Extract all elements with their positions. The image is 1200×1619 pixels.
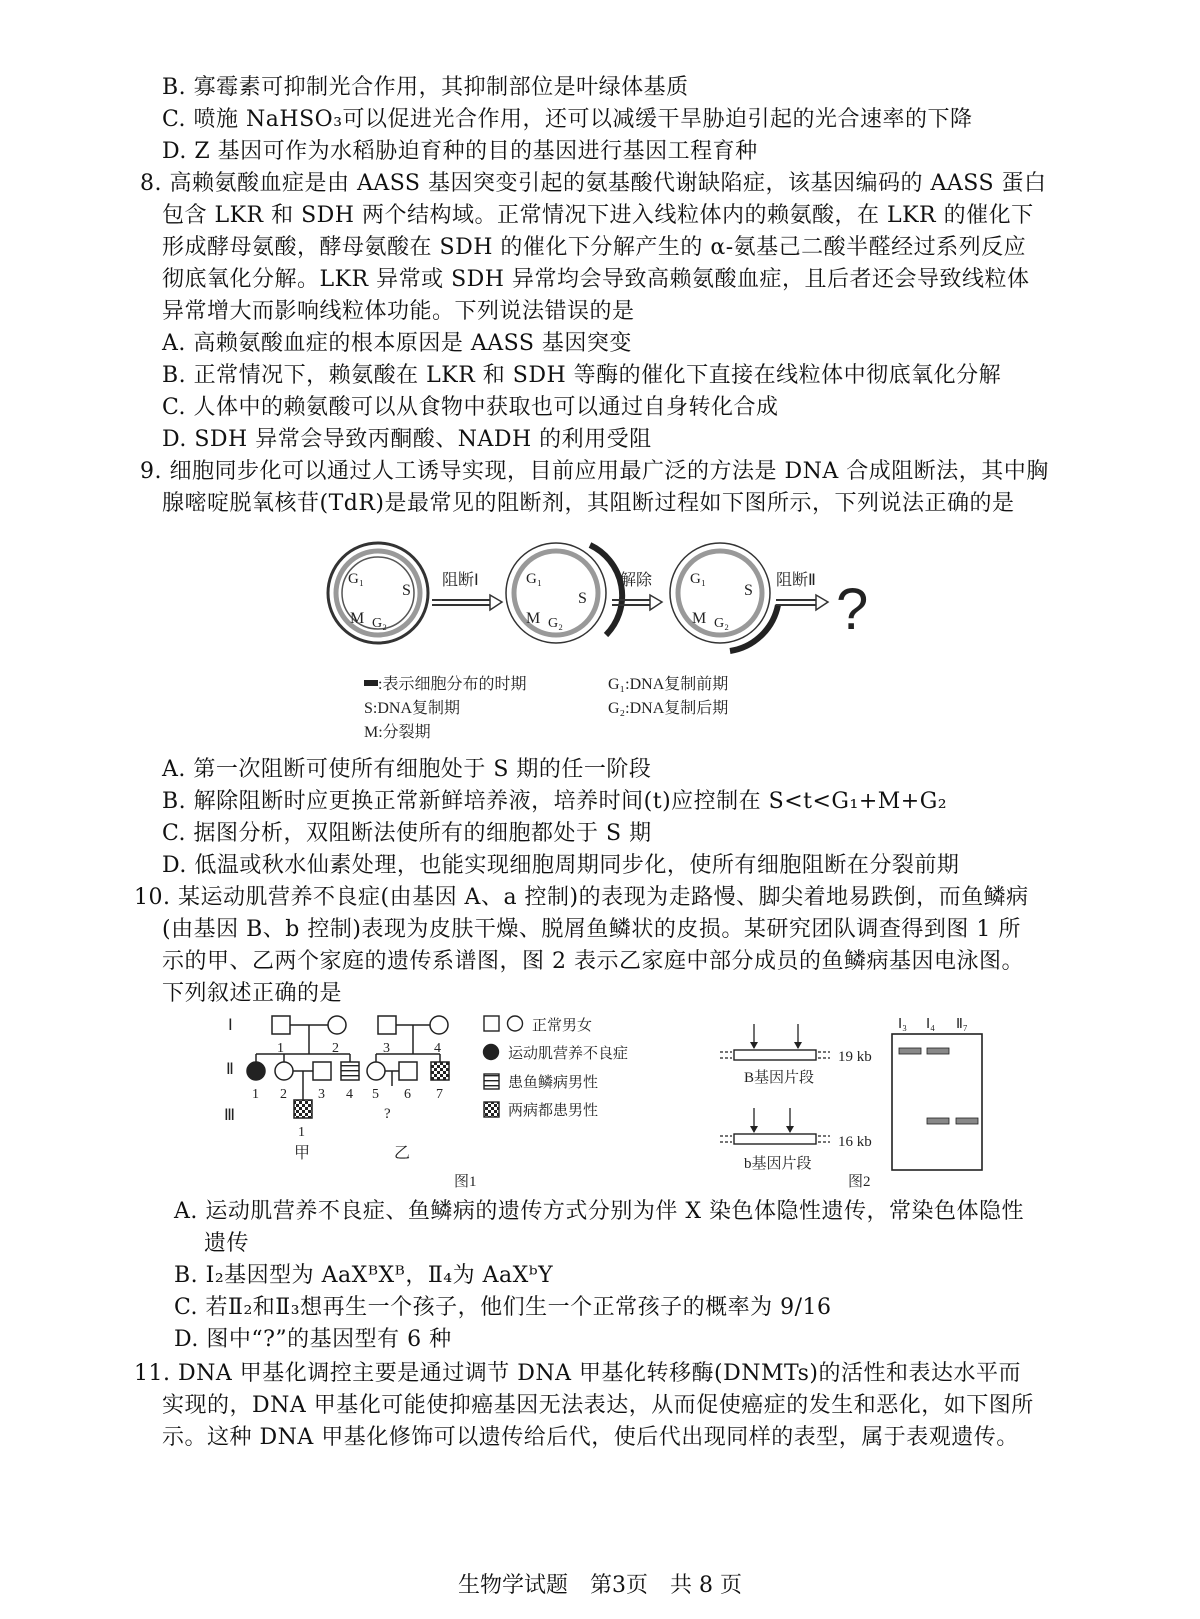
svg-text:7: 7 bbox=[436, 1087, 443, 1102]
q8-stem-line: 形成酵母氨酸，酵母氨酸在 SDH 的催化下分解产生的 α-氨基己二酸半醛经过系列反应 bbox=[162, 235, 1027, 260]
q10-stem-line: 下列叙述正确的是 bbox=[162, 981, 343, 1006]
label-g2: G₂ bbox=[714, 616, 729, 631]
b-gene-fragment bbox=[734, 1050, 816, 1060]
label-m: M bbox=[526, 610, 541, 627]
q10-stem-line: (由基因 B、b 控制)表现为皮肤干燥、脱屑鱼鳞状的皮损。某研究团队调查得到图 1 所 bbox=[162, 917, 1021, 942]
arrow-label-block-2: 阻断Ⅱ bbox=[776, 572, 816, 589]
legend-text: 正常男女 bbox=[532, 1018, 593, 1034]
label-s: S bbox=[402, 582, 411, 599]
q10-stem-line: 10. 某运动肌营养不良症(由基因 A、a 控制)的表现为走路慢、脚尖着地易跌倒，而鱼鳞病 bbox=[134, 885, 1029, 910]
label-m: M bbox=[350, 610, 365, 627]
male-both-symbol bbox=[294, 1100, 312, 1118]
q8-stem-line: 异常增大而影响线粒体功能。下列说法错误的是 bbox=[162, 299, 635, 324]
arrow-label-block-1: 阻断Ⅰ bbox=[442, 572, 479, 589]
male-both-symbol bbox=[431, 1062, 449, 1080]
lane-label: Ⅱ₇ bbox=[956, 1017, 968, 1032]
male-normal-symbol bbox=[378, 1016, 396, 1034]
svg-text:1: 1 bbox=[277, 1041, 284, 1056]
svg-text:2: 2 bbox=[280, 1087, 287, 1102]
legend-text: 两病都患男性 bbox=[508, 1103, 599, 1119]
svg-text:4: 4 bbox=[434, 1041, 441, 1056]
generation-label: Ⅱ bbox=[226, 1061, 234, 1078]
svg-text:1: 1 bbox=[298, 1125, 305, 1140]
gel-band bbox=[927, 1118, 949, 1124]
family-label: 乙 bbox=[394, 1145, 411, 1162]
label-g2: G₂ bbox=[372, 616, 387, 631]
svg-text:3: 3 bbox=[383, 1041, 390, 1056]
male-normal-symbol bbox=[399, 1062, 417, 1080]
svg-text:5: 5 bbox=[372, 1087, 379, 1102]
fragment-size: 16 kb bbox=[838, 1134, 872, 1150]
gel-band bbox=[927, 1048, 949, 1054]
svg-text:1: 1 bbox=[252, 1087, 259, 1102]
gel-band bbox=[956, 1118, 978, 1124]
family-label: 甲 bbox=[294, 1145, 311, 1162]
cut-site-arrow-icon bbox=[750, 1126, 758, 1133]
legend-text: 运动肌营养不良症 bbox=[508, 1046, 629, 1062]
legend-muscle-icon bbox=[484, 1045, 499, 1060]
male-normal-symbol bbox=[272, 1016, 290, 1034]
legend-text: G₂:DNA复制后期 bbox=[608, 700, 729, 717]
q10-stem-line: 示的甲、乙两个家庭的遗传系谱图，图 2 表示乙家庭中部分成员的鱼鳞病基因电泳图。 bbox=[162, 949, 1024, 974]
q10-option-c: C. 若Ⅱ₂和Ⅱ₃想再生一个孩子，他们生一个正常孩子的概率为 9/16 bbox=[174, 1295, 832, 1320]
fragment-label: b基因片段 bbox=[744, 1156, 812, 1172]
cut-site-arrow-icon bbox=[794, 1042, 802, 1049]
legend-both-icon bbox=[484, 1102, 499, 1117]
legend-text: 患鱼鳞病男性 bbox=[508, 1075, 599, 1091]
svg-text:3: 3 bbox=[318, 1087, 325, 1102]
q10-option-d: D. 图中“?”的基因型有 6 种 bbox=[174, 1327, 452, 1352]
label-m: M bbox=[692, 610, 707, 627]
legend-text: G₁:DNA复制前期 bbox=[608, 676, 729, 693]
unknown-genotype: ? bbox=[384, 1106, 391, 1122]
label-s: S bbox=[744, 582, 753, 599]
q8-stem-line: 包含 LKR 和 SDH 两个结构域。正常情况下进入线粒体内的赖氨酸，在 LKR 的催化下 bbox=[162, 203, 1034, 228]
q7-option-c: C. 喷施 NaHSO₃可以促进光合作用，还可以减缓干旱胁迫引起的光合速率的下降 bbox=[162, 107, 973, 132]
q7-option-b: B. 寡霉素可抑制光合作用，其抑制部位是叶绿体基质 bbox=[162, 75, 689, 100]
label-g2: G₂ bbox=[548, 616, 563, 631]
male-normal-symbol bbox=[313, 1062, 331, 1080]
label-g1: G₁ bbox=[690, 571, 707, 587]
generation-label: Ⅲ bbox=[224, 1107, 236, 1124]
legend-male-normal-icon bbox=[484, 1016, 499, 1031]
gel-band bbox=[899, 1048, 921, 1054]
cell-cycle-figure bbox=[320, 525, 880, 755]
male-fish-symbol bbox=[341, 1062, 359, 1080]
b-lower-gene-fragment bbox=[734, 1134, 816, 1144]
svg-text:6: 6 bbox=[404, 1087, 411, 1102]
q9-stem-line: 9. 细胞同步化可以通过人工诱导实现，目前应用最广泛的方法是 DNA 合成阻断法，其中胸 bbox=[140, 459, 1049, 484]
generation-label: Ⅰ bbox=[228, 1017, 233, 1034]
q10-option-a: A. 运动肌营养不良症、鱼鳞病的遗传方式分别为伴 X 染色体隐性遗传，常染色体隐性 bbox=[174, 1199, 1025, 1224]
q8-option-d: D. SDH 异常会导致丙酮酸、NADH 的利用受阻 bbox=[162, 427, 652, 452]
q8-option-a: A. 高赖氨酸血症的根本原因是 AASS 基因突变 bbox=[162, 331, 632, 356]
cut-site-arrow-icon bbox=[750, 1042, 758, 1049]
question-mark: ? bbox=[836, 577, 869, 642]
female-normal-symbol bbox=[275, 1062, 293, 1080]
q7-option-d: D. Z 基因可作为水稻胁迫育种的目的基因进行基因工程育种 bbox=[162, 139, 758, 164]
cycle-diagram-2 bbox=[506, 543, 622, 643]
svg-text:2: 2 bbox=[332, 1041, 339, 1056]
page-footer: 生物学试题 第3页 共 8 页 bbox=[458, 1573, 742, 1598]
q10-option-a-cont: 遗传 bbox=[204, 1231, 250, 1256]
legend-text: :表示细胞分布的时期 bbox=[378, 676, 527, 693]
pedigree-figure bbox=[218, 1008, 698, 1194]
fragment-label: B基因片段 bbox=[744, 1070, 815, 1086]
q11-stem-line: 示。这种 DNA 甲基化修饰可以遗传给后代，使后代出现同样的表型，属于表观遗传。 bbox=[162, 1425, 1019, 1450]
label-g1: G₁ bbox=[526, 571, 543, 587]
q8-stem-line: 彻底氧化分解。LKR 异常或 SDH 异常均会导致高赖氨酸血症，且后者还会导致线粒体 bbox=[162, 267, 1030, 292]
lane-label: Ⅰ₄ bbox=[926, 1017, 936, 1032]
q8-stem-line: 8. 高赖氨酸血症是由 AASS 基因突变引起的氨基酸代谢缺陷症，该基因编码的 AASS 蛋白 bbox=[140, 171, 1047, 196]
cycle-diagram-1 bbox=[328, 543, 428, 643]
cut-site-arrow-icon bbox=[786, 1126, 794, 1133]
svg-text:4: 4 bbox=[346, 1087, 353, 1102]
legend-text: M:分裂期 bbox=[364, 724, 431, 741]
q11-stem-line: 实现的，DNA 甲基化可能使抑癌基因无法表达，从而促使癌症的发生和恶化，如下图所 bbox=[162, 1393, 1034, 1418]
gel-frame bbox=[892, 1034, 982, 1170]
legend-bar-icon bbox=[364, 680, 378, 686]
female-normal-symbol bbox=[328, 1016, 346, 1034]
female-normal-symbol bbox=[430, 1016, 448, 1034]
female-affected-muscle-symbol bbox=[247, 1062, 265, 1080]
q9-stem-line: 腺嘧啶脱氧核苷(TdR)是最常见的阻断剂，其阻断过程如下图所示，下列说法正确的是 bbox=[162, 491, 1015, 516]
cycle-diagram-3 bbox=[670, 543, 778, 651]
q9-option-b: B. 解除阻断时应更换正常新鲜培养液，培养时间(t)应控制在 S<t<G₁+M+G₂ bbox=[162, 789, 948, 814]
arrow-block-1 bbox=[432, 571, 502, 610]
label-s: S bbox=[578, 590, 587, 607]
arrow-label-release: 解除 bbox=[620, 572, 653, 589]
female-normal-symbol bbox=[367, 1062, 385, 1080]
q9-option-c: C. 据图分析，双阻断法使所有的细胞都处于 S 期 bbox=[162, 821, 652, 846]
legend-text: S:DNA复制期 bbox=[364, 700, 461, 717]
q8-option-c: C. 人体中的赖氨酸可以从食物中获取也可以通过自身转化合成 bbox=[162, 395, 779, 420]
q8-option-b: B. 正常情况下，赖氨酸在 LKR 和 SDH 等酶的催化下直接在线粒体中彻底氧化分解 bbox=[162, 363, 1002, 388]
lane-label: Ⅰ₃ bbox=[898, 1017, 908, 1032]
q9-option-a: A. 第一次阻断可使所有细胞处于 S 期的任一阶段 bbox=[162, 757, 652, 782]
electrophoresis-figure bbox=[712, 1008, 988, 1194]
figure-caption: 图2 bbox=[848, 1174, 871, 1190]
label-g1: G₁ bbox=[348, 571, 365, 587]
q9-option-d: D. 低温或秋水仙素处理，也能实现细胞周期同步化，使所有细胞阻断在分裂前期 bbox=[162, 853, 960, 878]
figure-caption: 图1 bbox=[454, 1174, 477, 1190]
q11-stem-line: 11. DNA 甲基化调控主要是通过调节 DNA 甲基化转移酶(DNMTs)的活性和表达水平而 bbox=[134, 1361, 1021, 1386]
q10-option-b: B. Ⅰ₂基因型为 AaXᴮXᴮ，Ⅱ₄为 AaXᵇY bbox=[174, 1263, 554, 1288]
legend-fish-icon bbox=[484, 1074, 499, 1089]
fragment-size: 19 kb bbox=[838, 1049, 872, 1065]
legend-female-normal-icon bbox=[508, 1016, 523, 1031]
arrow-block-2 bbox=[776, 571, 828, 610]
